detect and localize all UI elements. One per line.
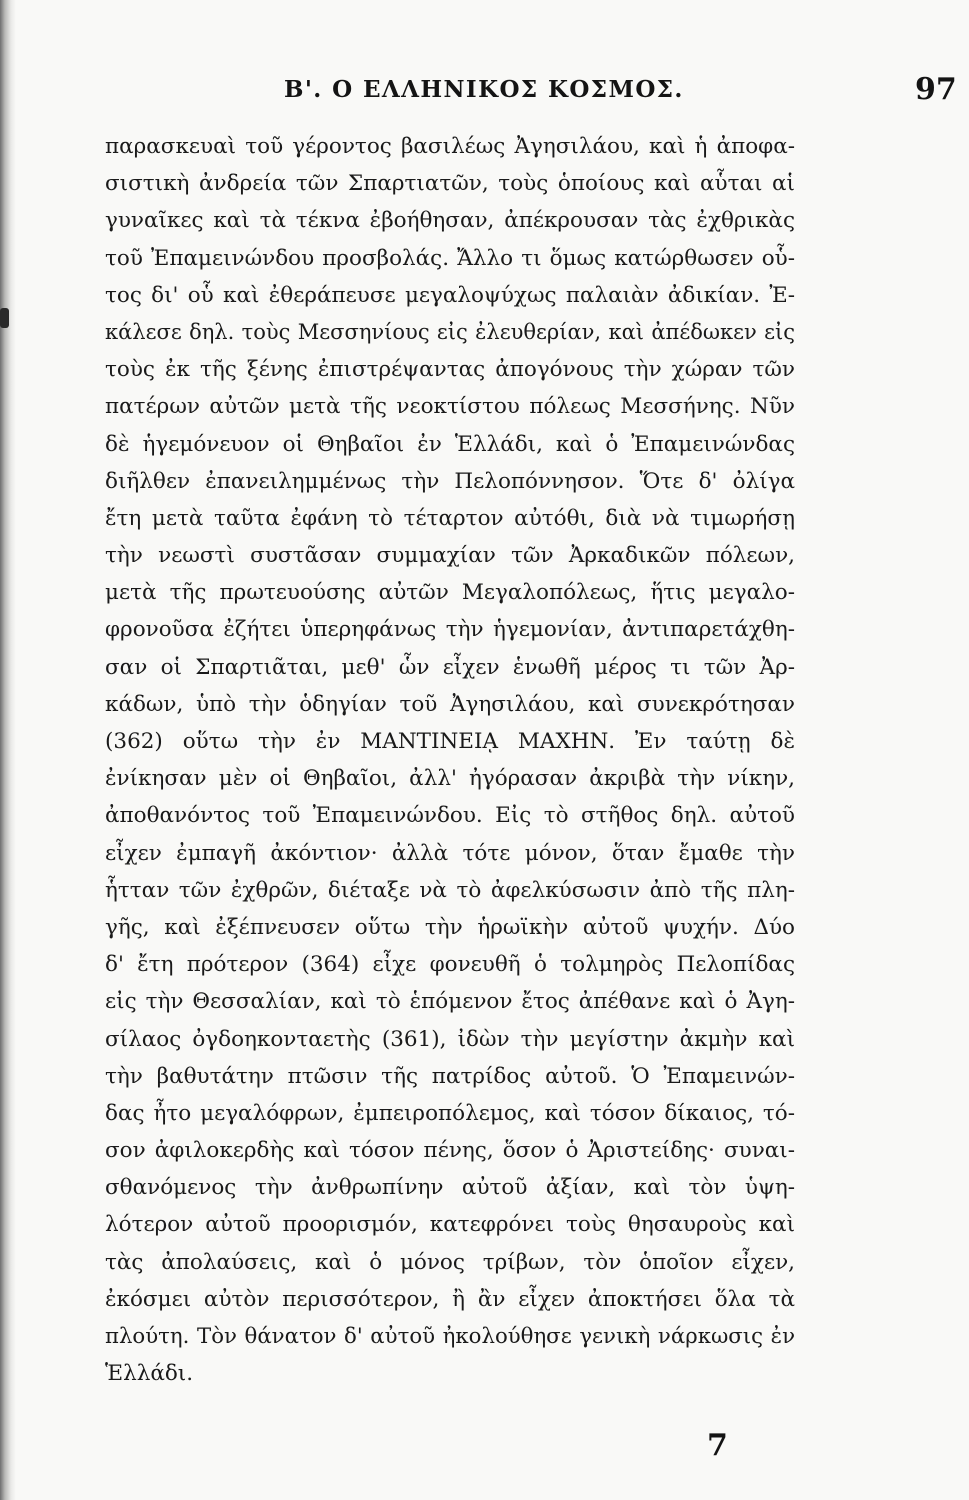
text-line: (362) οὕτω τὴν ἐν ΜΑΝΤΙΝΕΙᾼ ΜΑΧΗΝ. Ἐν ταύτῃ δὲ: [105, 729, 795, 754]
text-line: σθανόμενος τὴν ἀνθρωπίνην αὐτοῦ ἀξίαν, καὶ τὸν ὑψη-: [105, 1175, 795, 1201]
text-line: κάλεσε δηλ. τοὺς Μεσσηνίους εἰς ἐλευθερίαν, καὶ ἀπέδωκεν εἰς: [105, 319, 795, 344]
printer-signature-mark: 7: [707, 1428, 728, 1463]
text-line: σίλαος ὀγδοηκονταετὴς (361), ἰδὼν τὴν μεγίστην ἀκμὴν καὶ: [105, 1026, 795, 1052]
text-line: ἀποθανόντος τοῦ Ἐπαμεινώνδου. Εἰς τὸ στῆθος δηλ. αὐτοῦ: [105, 803, 795, 829]
text-line: σον ἀφιλοκερδὴς καὶ τόσον πένης, ὅσον ὁ Ἀριστείδης· συναι-: [105, 1138, 795, 1164]
text-line: τοῦ Ἐπαμεινώνδου προσβολάς. Ἄλλο τι ὅμως κατώρθωσεν οὗ-: [105, 245, 795, 271]
text-line: τος δι' οὗ καὶ ἐθεράπευσε μεγαλοψύχως παλαιὰν ἀδικίαν. Ἐ-: [105, 282, 795, 308]
text-line: δὲ ἡγεμόνευον οἱ Θηβαῖοι ἐν Ἑλλάδι, καὶ ὁ Ἐπαμεινώνδας: [105, 431, 795, 457]
text-line: φρονοῦσα ἐζήτει ὑπερηφάνως τὴν ἡγεμονίαν, ἀντιπαρετάχθη-: [105, 617, 795, 643]
text-line: εἶχεν ἐμπαγῆ ἀκόντιον· ἀλλὰ τότε μόνον, ὅταν ἔμαθε τὴν: [105, 840, 795, 866]
text-line: λότερον αὐτοῦ προορισμόν, κατεφρόνει τοὺς θησαυροὺς καὶ: [105, 1212, 795, 1238]
text-line: κάδων, ὑπὸ τὴν ὁδηγίαν τοῦ Ἀγησιλάου, καὶ συνεκρότησαν: [105, 691, 795, 717]
text-line: εἰς τὴν Θεσσαλίαν, καὶ τὸ ἑπόμενον ἔτος ἀπέθανε καὶ ὁ Ἀγη-: [105, 989, 795, 1015]
chapter-running-title: Β'. Ο ΕΛΛΗΝΙΚΟΣ ΚΟΣΜΟΣ.: [284, 76, 684, 103]
text-line: τὴν βαθυτάτην πτῶσιν τῆς πατρίδος αὐτοῦ. Ὁ Ἐπαμεινών-: [105, 1063, 795, 1089]
text-line: σιστικὴ ἀνδρεία τῶν Σπαρτιατῶν, τοὺς ὁποίους καὶ αὗται αἱ: [105, 171, 795, 197]
running-head: [0, 72, 969, 112]
text-line-last: Ἑλλάδι.: [105, 1361, 194, 1387]
text-line: διῆλθεν ἐπανειλημμένως τὴν Πελοπόννησον. Ὅτε δ' ὀλίγα: [105, 468, 795, 494]
text-line: γυναῖκες καὶ τὰ τέκνα ἐβοήθησαν, ἀπέκρουσαν τὰς ἐχθρικὰς: [105, 208, 795, 234]
text-line: τὴν νεωστὶ συστᾶσαν συμμαχίαν τῶν Ἀρκαδικῶν πόλεων,: [105, 543, 795, 569]
text-line: δας ἦτο μεγαλόφρων, ἐμπειροπόλεμος, καὶ τόσον δίκαιος, τό-: [105, 1100, 795, 1126]
text-line: πλούτη. Τὸν θάνατον δ' αὐτοῦ ἠκολούθησε γενικὴ νάρκωσις ἐν: [105, 1324, 795, 1349]
page-number: 97: [915, 72, 957, 107]
text-line: δ' ἔτη πρότερον (364) εἶχε φονευθῆ ὁ τολμηρὸς Πελοπίδας: [105, 952, 795, 978]
text-line: ἐκόσμει αὐτὸν περισσότερον, ἢ ἂν εἶχεν ἀποκτήσει ὅλα τὰ: [105, 1286, 795, 1312]
text-line: ἧτταν τῶν ἐχθρῶν, διέταξε νὰ τὸ ἀφελκύσωσιν ἀπὸ τῆς πλη-: [105, 877, 795, 903]
margin-ink-speck: [0, 308, 9, 328]
body-text: [105, 128, 795, 1392]
text-line: τοὺς ἐκ τῆς ξένης ἐπιστρέψαντας ἀπογόνους τὴν χώραν τῶν: [105, 357, 795, 383]
text-line: τὰς ἀπολαύσεις, καὶ ὁ μόνος τρίβων, τὸν ὁποῖον εἶχεν,: [105, 1249, 795, 1275]
text-line: ἐνίκησαν μὲν οἱ Θηβαῖοι, ἀλλ' ἠγόρασαν ἀκριβὰ τὴν νίκην,: [105, 766, 795, 792]
text-line: σαν οἱ Σπαρτιᾶται, μεθ' ὧν εἶχεν ἑνωθῆ μέρος τι τῶν Ἀρ-: [105, 654, 795, 680]
binding-gutter-shadow: [0, 0, 16, 1500]
text-line: γῆς, καὶ ἐξέπνευσεν οὕτω τὴν ἡρωϊκὴν αὐτοῦ ψυχήν. Δύο: [105, 914, 795, 940]
text-line: πατέρων αὐτῶν μετὰ τῆς νεοκτίστου πόλεως Μεσσήνης. Νῦν: [105, 394, 795, 420]
text-line: ἔτη μετὰ ταῦτα ἐφάνη τὸ τέταρτον αὐτόθι, διὰ νὰ τιμωρήσῃ: [105, 505, 795, 531]
text-line: παρασκευαὶ τοῦ γέροντος βασιλέως Ἀγησιλάου, καὶ ἡ ἀποφα-: [105, 134, 795, 159]
text-line: μετὰ τῆς πρωτευούσης αὐτῶν Μεγαλοπόλεως, ἥτις μεγαλο-: [105, 580, 795, 606]
